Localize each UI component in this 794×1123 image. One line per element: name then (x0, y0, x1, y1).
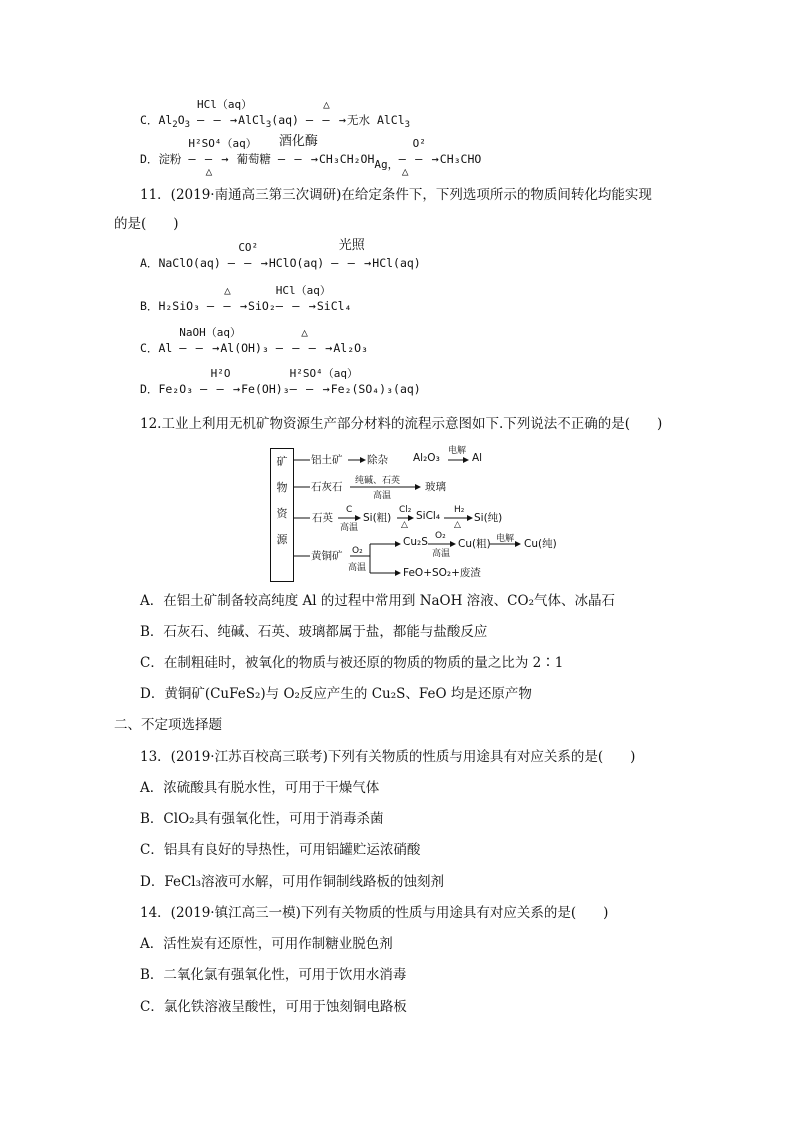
arrow-condition: O² (412, 137, 426, 150)
formula: Al (158, 113, 173, 127)
q11-option-c (140, 326, 368, 357)
option-label: A． (140, 256, 159, 270)
arrow-condition: O₂ (435, 531, 446, 541)
arrow-condition: H²SO⁴（aq） (188, 137, 257, 150)
formula: Fe₂O₃ (158, 382, 194, 396)
formula: HCl(aq) (372, 256, 421, 270)
arrow-condition: CO² (238, 241, 259, 254)
process-flow-diagram (270, 448, 590, 583)
node-glass: 玻璃 (425, 481, 446, 493)
box-char: 矿 (276, 455, 288, 468)
q10-option-c (140, 98, 411, 134)
subscript: 2 (172, 120, 178, 130)
reaction-arrow: NaOH（aq） — — → (179, 326, 241, 355)
node-alumina: Al₂O₃ (413, 452, 440, 464)
reaction-arrow: H²SO⁴（aq） — — → (289, 367, 358, 396)
q14-option-a: A．活性炭有还原性，可用作制糖业脱色剂 (140, 936, 393, 952)
formula: HClO(aq) (268, 256, 325, 270)
option-label: D． (140, 152, 159, 166)
q12-option-c: C．在制粗硅时，被氧化的物质与被还原的物质的物质的量之比为 2∶1 (140, 655, 564, 671)
formula: CH₃CHO (439, 152, 482, 166)
arrow-condition: △ (301, 326, 308, 339)
formula: CH₃CH₂OH (319, 152, 375, 166)
formula: NaClO(aq) (158, 256, 221, 270)
reaction-arrow: △ — — → (206, 284, 249, 313)
arrow-condition: Cl₂ (399, 505, 412, 515)
q13-option-c: C．铝具有良好的导热性，可用铝罐贮运浓硝酸 (140, 842, 421, 858)
arrow-condition: 纯碱、石英 (355, 476, 401, 486)
q13-stem: 13．(2019·江苏百校高三联考)下列有关物质的性质与用途具有对应关系的是( ) (140, 749, 636, 765)
reaction-arrow: 光照 — — → (331, 238, 373, 270)
q12-option-b: B．石灰石、纯碱、石英、玻璃都属于盐，都能与盐酸反应 (140, 624, 488, 640)
arrow-condition: 高温 (373, 491, 392, 501)
q10-option-d (140, 134, 482, 178)
q11-stem-cont: 的是( ) (114, 216, 179, 232)
node-pure-copper: Cu(纯) (524, 538, 557, 550)
box-char: 资 (276, 507, 288, 520)
formula: SiCl₄ (316, 299, 352, 313)
q11-option-d (140, 367, 421, 398)
node-quartz: 石英 (312, 512, 333, 524)
arrow-condition: 电解 (448, 446, 467, 456)
reaction-arrow: H²SO⁴（aq） — — → △ (188, 150, 229, 168)
node-impurity-removal: 除杂 (367, 454, 388, 466)
q14-option-c: C．氯化铁溶液呈酸性，可用于蚀刻铜电路板 (140, 999, 407, 1015)
arrow-condition: H²O (210, 367, 231, 380)
formula: 淀粉 (158, 152, 182, 166)
subscript: 3 (265, 120, 272, 130)
node-chalcopyrite: 黄铜矿 (311, 550, 343, 562)
node-bauxite: 铝土矿 (311, 454, 343, 466)
node-crude-silicon: Si(粗) (363, 512, 392, 524)
arrow-condition: HCl（aq） (197, 98, 253, 111)
q13-option-b: B．ClO₂具有强氧化性，可用于消毒杀菌 (140, 811, 384, 827)
q12-stem: 12.工业上利用无机矿物资源生产部分材料的流程示意图如下.下列说法不正确的是( ) (140, 416, 663, 432)
option-label: C． (140, 113, 159, 127)
node-silicon-tetrachloride: SiCl₄ (416, 510, 441, 522)
q11-stem: 11．(2019·南通高三第三次调研)在给定条件下，下列选项所示的物质间转化均能实现 (140, 187, 652, 203)
formula: SiO₂ (248, 299, 276, 313)
formula: O (177, 113, 185, 127)
reaction-arrow: CO² — — → (227, 241, 269, 270)
formula: 无水 AlCl (347, 113, 405, 127)
option-label: D． (140, 382, 159, 396)
arrow-condition: NaOH（aq） (179, 326, 241, 339)
arrow-condition: 高温 (432, 549, 451, 559)
arrow-condition: 光照 (338, 238, 365, 253)
formula: AlCl (238, 113, 266, 127)
formula: Fe(OH)₃ (241, 382, 290, 396)
arrow-condition: C (346, 505, 353, 515)
formula: 葡萄糖 (236, 152, 271, 166)
arrow-condition: Ag， (374, 158, 399, 171)
node-pure-silicon: Si(纯) (474, 512, 503, 524)
arrow-condition: △ (401, 165, 409, 178)
node-crude-copper: Cu(粗) (458, 538, 491, 550)
box-char: 物 (276, 481, 288, 494)
arrow-condition: 酒化酶 (278, 134, 318, 149)
section-heading: 二、不定项选择题 (114, 717, 222, 733)
arrow-condition: 高温 (340, 523, 359, 533)
node-copper-sulfide: Cu₂S (403, 536, 428, 548)
q13-option-a: A．浓硫酸具有脱水性，可用于干燥气体 (140, 780, 380, 796)
subscript: 3 (184, 120, 191, 130)
q13-option-d: D．FeCl₃溶液可水解，可用作铜制线路板的蚀刻剂 (140, 874, 444, 890)
reaction-arrow: HCl（aq） — — → (275, 284, 331, 313)
formula: Fe₂(SO₄)₃(aq) (330, 382, 421, 396)
reaction-arrow: △ — — → (305, 98, 348, 127)
node-byproducts: FeO+SO₂+废渣 (403, 567, 481, 579)
option-label: C． (140, 341, 159, 355)
arrow-condition: 电解 (496, 534, 515, 544)
arrow-condition: 高温 (348, 563, 367, 573)
box-char: 源 (276, 533, 288, 546)
arrow-condition: △ (401, 520, 408, 530)
option-label: B． (140, 299, 159, 313)
node-limestone: 石灰石 (311, 481, 343, 493)
reaction-arrow: HCl（aq） — — → (197, 98, 253, 127)
q11-option-b (140, 284, 352, 315)
reaction-arrow: 酒化酶 — — → (277, 134, 319, 166)
formula: H₂SiO₃ (158, 299, 200, 313)
formula: Al (158, 341, 173, 355)
reaction-arrow: H²O — — → (200, 367, 242, 396)
q12-option-d: D．黄铜矿(CuFeS₂)与 O₂反应产生的 Cu₂S、FeO 均是还原产物 (140, 686, 532, 702)
q11-option-a (140, 238, 421, 272)
arrow-condition: H²SO⁴（aq） (289, 367, 358, 380)
q12-option-a: A．在铝土矿制备较高纯度 Al 的过程中常用到 NaOH 溶液、CO₂气体、冰晶石 (140, 593, 615, 609)
subscript: 3 (404, 120, 411, 130)
formula: Al₂O₃ (333, 341, 368, 355)
arrow-condition: △ (224, 284, 231, 297)
reaction-arrow: △ — — — → (275, 326, 334, 355)
arrow-condition: H₂ (454, 505, 465, 515)
arrow-condition: O₂ (352, 546, 363, 556)
arrow-condition: △ (323, 98, 330, 111)
arrow-condition: △ (205, 165, 213, 178)
arrow-condition: △ (454, 520, 461, 530)
node-aluminum: Al (472, 452, 483, 464)
formula: (aq) (271, 113, 299, 127)
q14-stem: 14．(2019·镇江高三一模)下列有关物质的性质与用途具有对应关系的是( ) (140, 905, 609, 921)
formula: Al(OH)₃ (220, 341, 269, 355)
reaction-arrow: O² — — → △ (399, 150, 440, 168)
arrow-condition: HCl（aq） (275, 284, 331, 297)
q14-option-b: B．二氧化氯有强氧化性，可用于饮用水消毒 (140, 967, 407, 983)
